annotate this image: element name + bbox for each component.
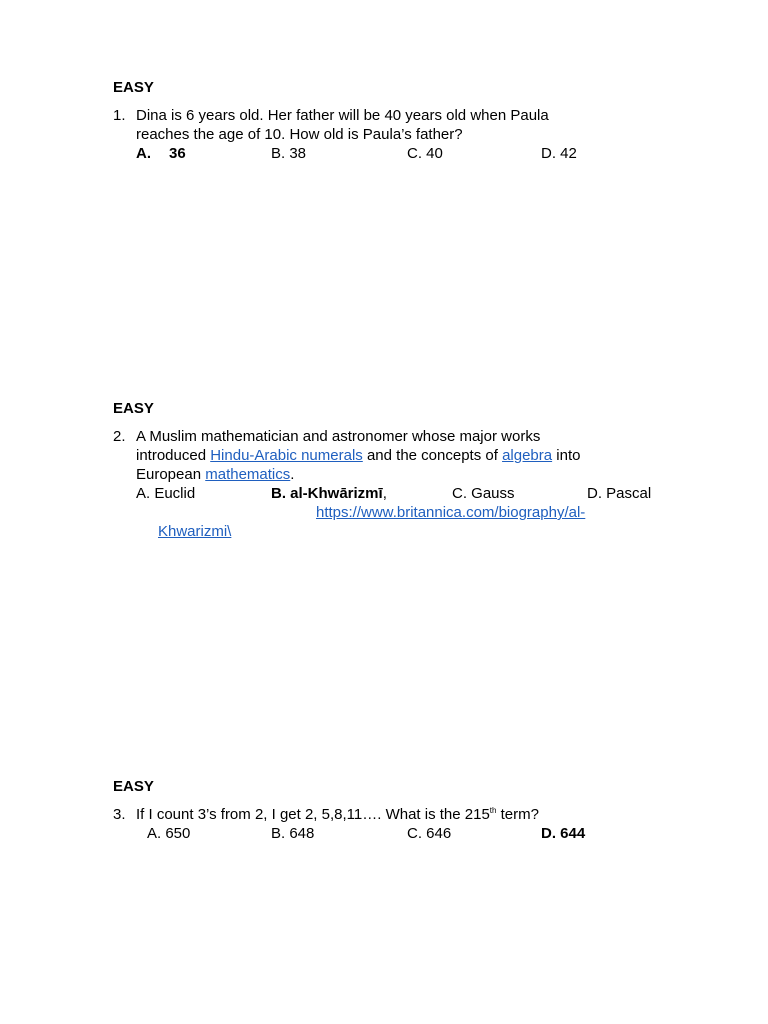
britannica-source-link-line1[interactable]: https://www.britannica.com/biography/al- bbox=[316, 504, 586, 521]
q3-question-text bbox=[136, 805, 539, 824]
q3-option-c: C. 646 bbox=[407, 825, 452, 842]
hindu-arabic-numerals-link[interactable]: Hindu-Arabic numerals bbox=[210, 447, 363, 464]
q2-option-a: A. Euclid bbox=[136, 485, 196, 502]
q2-option-b-text: B. al-Khwārizmī bbox=[271, 485, 383, 502]
q2-option-b-suffix: , bbox=[382, 485, 387, 502]
britannica-source-link-line2[interactable]: Khwarizmi\ bbox=[158, 523, 232, 540]
q2-option-c: C. Gauss bbox=[452, 485, 515, 502]
q3-number: 3. bbox=[113, 806, 126, 823]
q1-difficulty-heading: EASY bbox=[113, 79, 154, 96]
q1-option-b: B. 38 bbox=[271, 145, 307, 162]
q2-line3-pre: European bbox=[136, 466, 206, 483]
q3-option-d: D. 644 bbox=[541, 825, 586, 842]
q1-number: 1. bbox=[113, 107, 126, 124]
q2-option-d: D. Pascal bbox=[587, 485, 652, 502]
q3-text-post: term? bbox=[496, 806, 539, 823]
q2-option-b bbox=[271, 484, 387, 503]
algebra-link[interactable]: algebra bbox=[502, 447, 553, 464]
q1-question-line2: reaches the age of 10. How old is Paula’s father? bbox=[136, 126, 463, 143]
q3-ordinal-suffix: th bbox=[489, 806, 497, 815]
q1-option-a-letter: A. bbox=[136, 145, 151, 162]
q3-difficulty-heading: EASY bbox=[113, 778, 154, 795]
q2-question-line1: A Muslim mathematician and astronomer whose major works bbox=[136, 428, 541, 445]
q2-line2-pre: introduced bbox=[136, 447, 211, 464]
q1-question-line1: Dina is 6 years old. Her father will be 40 years old when Paula bbox=[136, 107, 549, 124]
q2-line2-mid: and the concepts of bbox=[362, 447, 503, 464]
q3-option-b: B. 648 bbox=[271, 825, 315, 842]
q2-question-line3 bbox=[136, 465, 294, 484]
mathematics-link[interactable]: mathematics bbox=[205, 466, 291, 483]
q3-text-pre: If I count 3’s from 2, I get 2, 5,8,11…. What is the 215 bbox=[136, 806, 490, 823]
q2-line2-post: into bbox=[552, 447, 581, 464]
q2-question-line2 bbox=[136, 446, 580, 465]
q2-difficulty-heading: EASY bbox=[113, 400, 154, 417]
q3-option-a: A. 650 bbox=[147, 825, 191, 842]
q2-line3-post: . bbox=[290, 466, 295, 483]
q2-number: 2. bbox=[113, 428, 126, 445]
q1-option-c: C. 40 bbox=[407, 145, 443, 162]
q1-option-a-value: 36 bbox=[169, 145, 186, 162]
q1-option-d: D. 42 bbox=[541, 145, 577, 162]
